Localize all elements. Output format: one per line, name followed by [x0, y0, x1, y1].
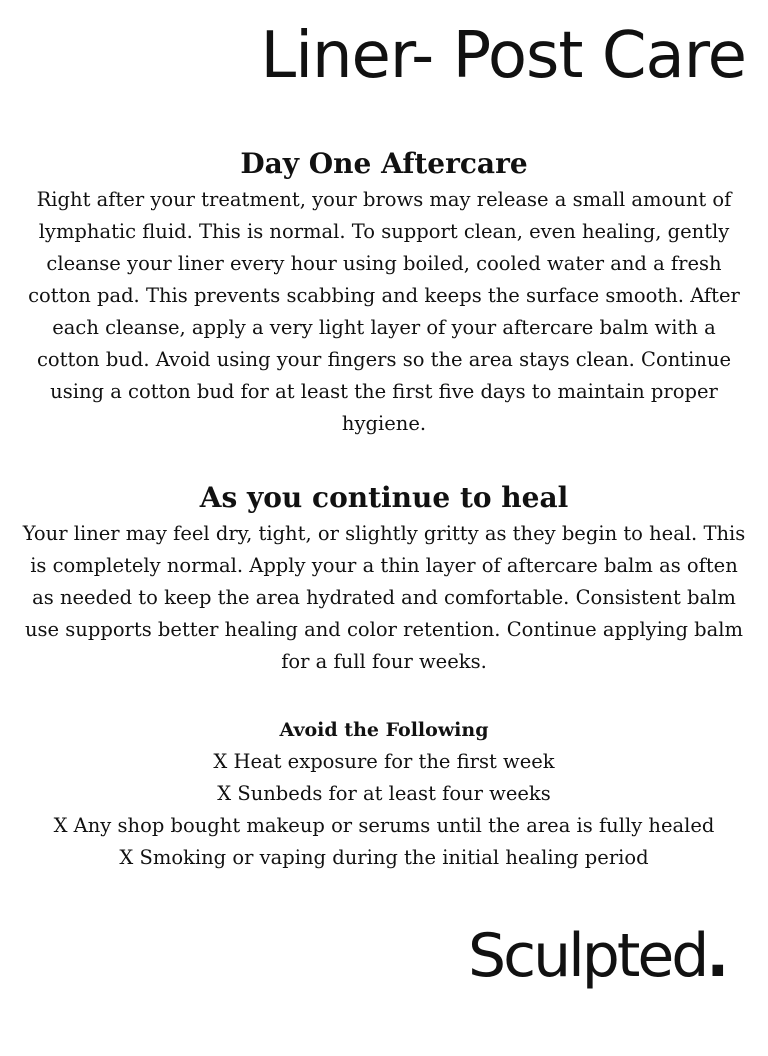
avoid-item: X Heat exposure for the first week: [213, 750, 555, 773]
avoid-list: [22, 746, 746, 874]
continue-to-heal-heading: As you continue to heal: [199, 481, 569, 514]
logo-wordmark: Sculpted: [468, 921, 707, 991]
avoid-item: X Smoking or vaping during the initial healing period: [119, 846, 649, 869]
sculpted-logo: [468, 920, 726, 992]
page-title: Liner- Post Care: [260, 19, 746, 93]
avoid-item: X Sunbeds for at least four weeks: [217, 782, 551, 805]
avoid-section: [22, 714, 746, 874]
day-one-aftercare-section: [22, 146, 746, 440]
avoid-item: X Any shop bought makeup or serums until the area is fully healed: [53, 814, 715, 837]
day-one-heading: Day One Aftercare: [240, 147, 528, 180]
continue-to-heal-section: [22, 480, 746, 678]
avoid-heading: Avoid the Following: [279, 719, 489, 741]
day-one-body: Right after your treatment, your brows may release a small amount of lymphatic fluid. This is normal. To support clean, even healing, gently cleanse your liner every hour using boiled, cooled water and a fresh cotton pad. This prevents scabbing and keeps the surface smooth. After each cleanse, apply a very light layer of your aftercare balm with a cotton bud. Avoid using your fingers so the area stays clean. Continue using a cotton bud for at least the first five days to maintain proper hygiene.: [28, 188, 740, 436]
logo-dot: .: [706, 921, 727, 991]
continue-to-heal-body: Your liner may feel dry, tight, or slightly gritty as they begin to heal. This is completely normal. Apply your a thin layer of aftercare balm as often as needed to keep the area hydrated and comfortable. Consistent balm use supports better healing and color retention. Continue applying balm for a full four weeks.: [22, 522, 746, 674]
